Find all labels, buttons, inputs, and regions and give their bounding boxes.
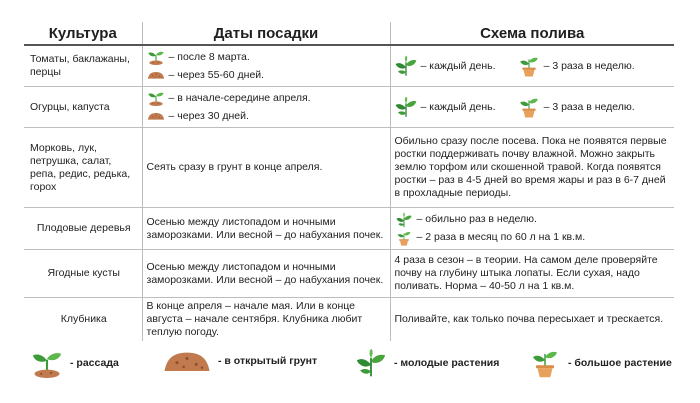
seedling-icon <box>147 49 165 65</box>
young-plant-icon <box>354 348 388 378</box>
table-row <box>24 208 674 250</box>
watering-cell <box>390 208 674 250</box>
watering-text: – 2 раза в месяц по 60 л на 1 кв.м. <box>416 231 586 243</box>
planting-cell: Осенью между листопадом и ночными заморозками. Или весной – до набухания почек. <box>142 250 390 298</box>
young-plant-icon <box>395 212 413 228</box>
watering-text: – 3 раза в неделю. <box>543 100 635 113</box>
watering-text: – каждый день. <box>420 100 496 113</box>
soil-mound-icon <box>147 67 165 83</box>
planting-text: – в начале-середине апреля. <box>168 91 311 104</box>
header-watering: Схема полива <box>390 22 674 45</box>
soil-mound-icon <box>147 108 165 124</box>
watering-cell: Обильно сразу после посева. Пока не появятся первые ростки поддерживать почву влажной. Можно закрыть землю торфом или скошенной травой. Когда появятся ростки – раз в 4-5 дней во время жары и раз в 6-7 дней в прохладные периоды. <box>390 128 674 208</box>
table-row <box>24 45 674 87</box>
crop-cell: Клубника <box>24 298 142 342</box>
legend-label: - в открытый грунт <box>218 355 318 367</box>
potted-plant-icon <box>528 348 562 378</box>
planting-table <box>24 22 674 341</box>
potted-plant-icon <box>395 230 413 246</box>
legend-item-young <box>354 348 499 378</box>
crop-cell: Ягодные кусты <box>24 250 142 298</box>
legend <box>30 348 680 384</box>
crop-cell: Морковь, лук, петрушка, салат, репа, редис, редька, горох <box>24 128 142 208</box>
planting-text: – после 8 марта. <box>168 50 250 63</box>
header-crop: Культура <box>24 22 142 45</box>
seedling-icon <box>147 90 165 106</box>
crop-cell: Плодовые деревья <box>24 208 142 250</box>
legend-item-big <box>528 348 672 378</box>
legend-item-ground <box>162 348 317 374</box>
young-plant-icon <box>395 55 417 77</box>
watering-cell: Поливайте, как только почва пересыхает и трескается. <box>390 298 674 342</box>
potted-plant-icon <box>518 55 540 77</box>
young-plant-icon <box>395 96 417 118</box>
table-row <box>24 298 674 342</box>
seedling-icon <box>30 348 64 378</box>
planting-text: – через 55-60 дней. <box>168 68 265 81</box>
crop-cell: Томаты, баклажаны, перцы <box>30 53 130 78</box>
table-row <box>24 87 674 128</box>
legend-label: - большое растение <box>568 357 672 369</box>
watering-text: – обильно раз в неделю. <box>416 213 537 225</box>
watering-cell: 4 раза в сезон – в теории. На самом деле проверяйте почву на глубину штыка лопаты. Если сухая, надо поливать. Норма – 40-50 л на 1 кв.м. <box>390 250 674 298</box>
header-planting: Даты посадки <box>142 22 390 45</box>
watering-cell <box>390 45 674 87</box>
legend-item-seedling <box>30 348 119 378</box>
table-row <box>24 128 674 208</box>
potted-plant-icon <box>518 96 540 118</box>
watering-cell <box>390 87 674 128</box>
table-row <box>24 250 674 298</box>
planting-text: – через 30 дней. <box>168 109 249 122</box>
crop-cell: Огурцы, капуста <box>24 87 142 128</box>
planting-cell: Осенью между листопадом и ночными заморозками. Или весной – до набухания почек. <box>142 208 390 250</box>
soil-mound-icon <box>162 348 212 374</box>
watering-text: – каждый день. <box>420 59 496 72</box>
planting-cell <box>142 87 390 128</box>
legend-label: - рассада <box>70 357 119 369</box>
planting-cell: Сеять сразу в грунт в конце апреля. <box>142 128 390 208</box>
legend-label: - молодые растения <box>394 357 500 369</box>
planting-cell <box>142 45 390 87</box>
planting-cell: В конце апреля – начале мая. Или в конце августа – начале сентября. Клубника любит теплую погоду. <box>142 298 390 342</box>
watering-text: – 3 раза в неделю. <box>543 59 635 72</box>
